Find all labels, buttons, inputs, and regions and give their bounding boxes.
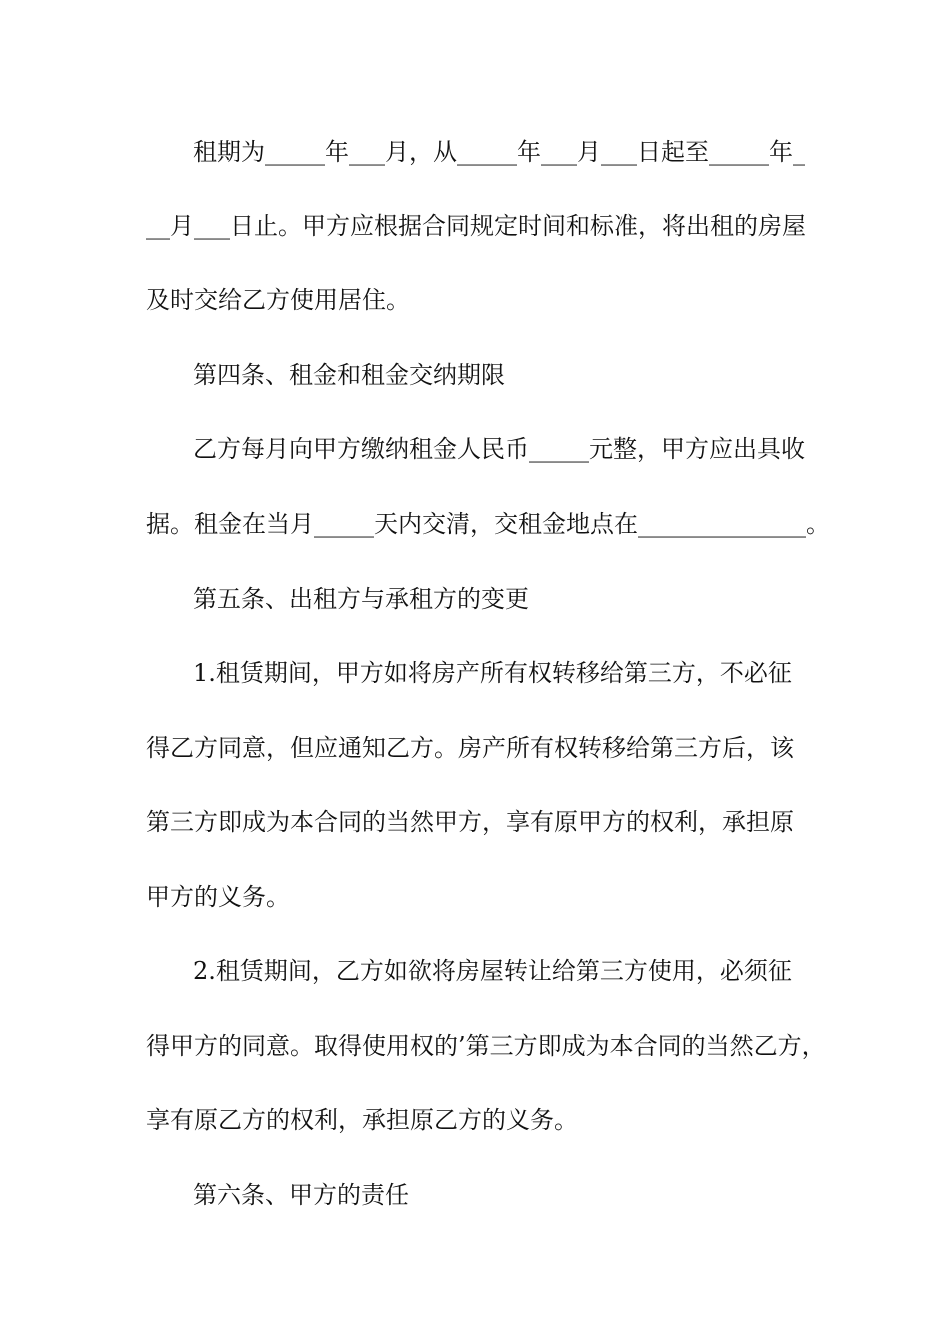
section-heading: 第六条、甲方的责任: [193, 1181, 409, 1209]
paragraph-line: 及时交给乙方使用居住。: [146, 286, 410, 314]
paragraph-line: 租期为_____年___月，从_____年___月___日起至_____年_: [193, 138, 805, 166]
paragraph-line: 享有原乙方的权利，承担原乙方的义务。: [146, 1106, 578, 1134]
section-heading: 第五条、出租方与承租方的变更: [193, 585, 529, 613]
section-heading: 第四条、租金和租金交纳期限: [193, 361, 505, 389]
paragraph-line: 得甲方的同意。取得使用权的’第三方即成为本合同的当然乙方，: [146, 1032, 826, 1060]
paragraph-line: 第三方即成为本合同的当然甲方，享有原甲方的权利，承担原: [146, 808, 794, 836]
paragraph-line: 据。租金在当月_____天内交清，交租金地点在______________。: [146, 510, 830, 538]
paragraph-line: 甲方的义务。: [146, 883, 290, 911]
paragraph-line: 得乙方同意，但应通知乙方。房产所有权转移给第三方后，该: [146, 734, 794, 762]
paragraph-line: __月___日止。甲方应根据合同规定时间和标准，将出租的房屋: [146, 212, 806, 240]
paragraph-line: 1.租赁期间，甲方如将房产所有权转移给第三方，不必征: [193, 659, 792, 687]
paragraph-line: 乙方每月向甲方缴纳租金人民币_____元整，甲方应出具收: [193, 435, 805, 463]
paragraph-line: 2.租赁期间，乙方如欲将房屋转让给第三方使用，必须征: [193, 957, 792, 985]
